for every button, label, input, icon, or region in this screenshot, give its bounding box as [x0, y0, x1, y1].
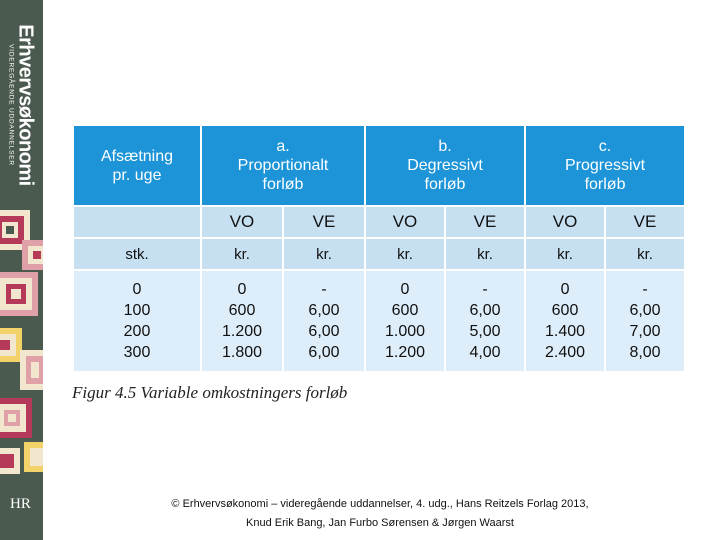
unit-cell: kr. [605, 238, 685, 270]
subheader-cell: VO [365, 206, 445, 238]
publisher-logo: HR [10, 496, 31, 512]
unit-cell: kr. [445, 238, 525, 270]
header-degressive: b. Degressivt forløb [365, 125, 525, 206]
subheader-cell [73, 206, 201, 238]
decorative-pattern-icon [0, 210, 43, 490]
brand-subtitle: VIDEREGÅENDE UDDANNELSER [7, 44, 15, 166]
brand-title [0, 0, 43, 210]
column-c-vo: 0 600 1.400 2.400 [525, 270, 605, 372]
figure-caption: Figur 4.5 Variable omkostningers forløb [72, 383, 348, 402]
header-progressive: c. Progressivt forløb [525, 125, 685, 206]
subheader-row [73, 206, 685, 238]
cost-table [72, 124, 686, 373]
column-b-vo: 0 600 1.000 1.200 [365, 270, 445, 372]
unit-row [73, 238, 685, 270]
subheader-cell: VE [605, 206, 685, 238]
column-b-ve: - 6,00 5,00 4,00 [445, 270, 525, 372]
column-c-ve: - 6,00 7,00 8,00 [605, 270, 685, 372]
subheader-cell: VE [445, 206, 525, 238]
copyright-line-1: © Erhvervsøkonomi – videregående uddannelser, 4. udg., Hans Reitzels Forlag 2013, [171, 498, 589, 510]
unit-cell: kr. [365, 238, 445, 270]
unit-cell: kr. [283, 238, 365, 270]
header-sales: Afsætning pr. uge [73, 125, 201, 206]
subheader-cell: VO [525, 206, 605, 238]
column-a-ve: - 6,00 6,00 6,00 [283, 270, 365, 372]
copyright-footer [120, 495, 640, 533]
header-proportional: a. Proportionalt forløb [201, 125, 365, 206]
brand-name: Erhvervsøkonomi [14, 24, 37, 186]
unit-cell: kr. [525, 238, 605, 270]
column-a-vo: 0 600 1.200 1.800 [201, 270, 283, 372]
figure [72, 124, 684, 403]
subheader-cell: VE [283, 206, 365, 238]
header-row [73, 125, 685, 206]
unit-cell: stk. [73, 238, 201, 270]
data-row [73, 270, 685, 372]
column-sales: 0 100 200 300 [73, 270, 201, 372]
subheader-cell: VO [201, 206, 283, 238]
copyright-line-2: Knud Erik Bang, Jan Furbo Sørensen & Jørgen Waarst [246, 517, 514, 529]
unit-cell: kr. [201, 238, 283, 270]
sidebar [0, 0, 43, 540]
